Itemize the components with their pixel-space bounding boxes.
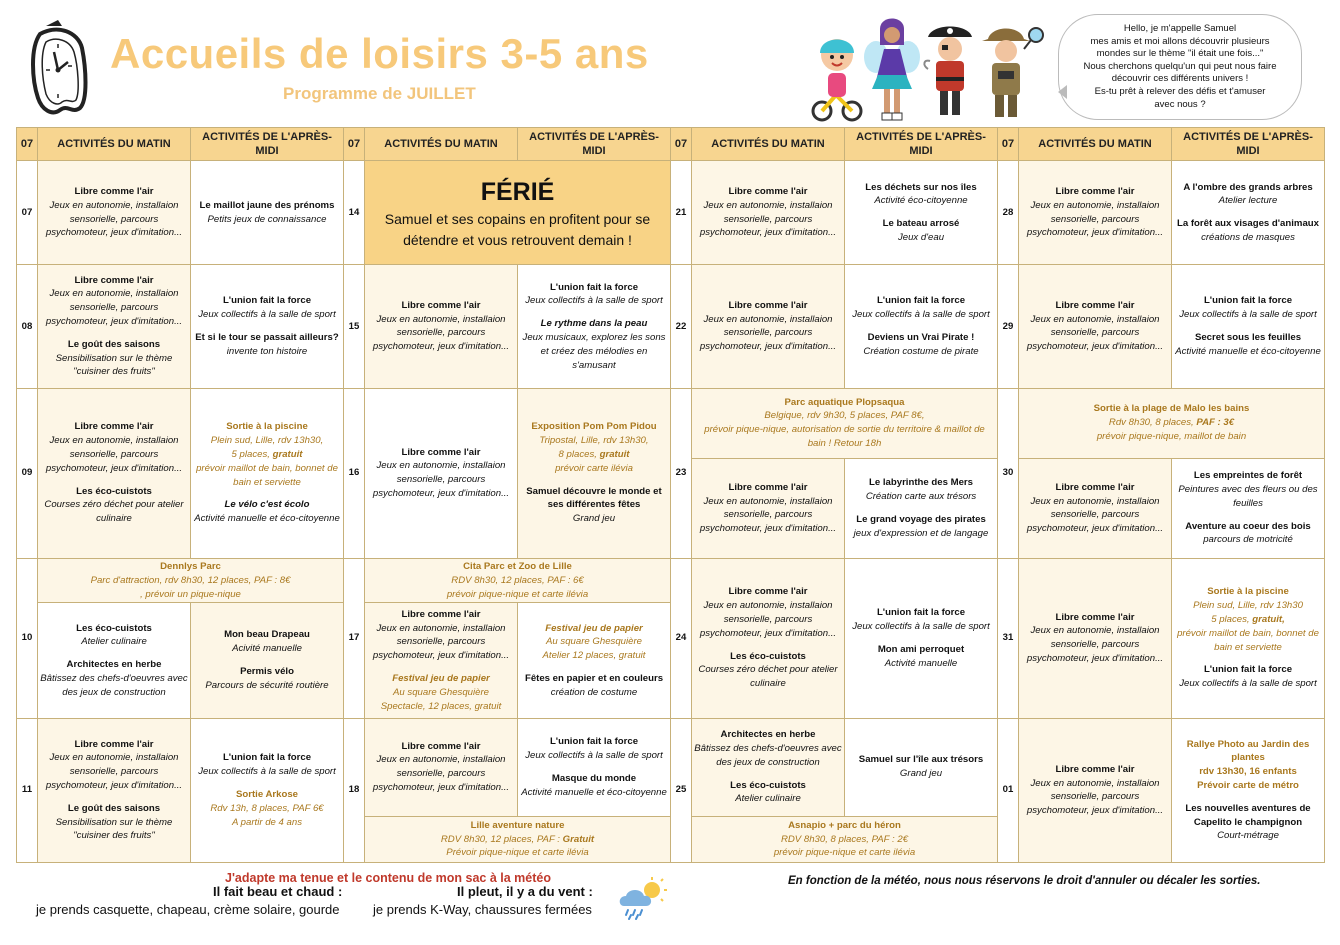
outing-desc: RDV 8h30, 12 places, PAF : xyxy=(440,833,560,845)
activity-title: Le bateau arrosé xyxy=(882,218,960,230)
outing-desc: Au square Ghesquière xyxy=(393,686,489,698)
outing-price: gratuit xyxy=(599,449,630,461)
activity-title: Les éco-cuistots xyxy=(730,650,806,662)
activity-desc: Jeux en autonomie, installaion sensorielle, parcours psychomoteur, jeux d'imitation... xyxy=(372,460,510,500)
morning-cell xyxy=(1019,458,1172,558)
activity-desc: créations de masques xyxy=(1201,231,1295,243)
day-number: 23 xyxy=(671,388,692,558)
activity-title: Libre comme l'air xyxy=(1055,299,1135,311)
activity-desc: Jeux en autonomie, installaion sensorielle, parcours psychomoteur, jeux d'imitation... xyxy=(1026,495,1164,535)
activity-desc: Jeux d'eau xyxy=(897,231,945,243)
characters-illustration xyxy=(808,15,1053,123)
outing-price: PAF : 3€ xyxy=(1196,417,1235,429)
activity-title: Le rythme dans la peau xyxy=(540,318,648,330)
activity-desc: Création carte aux trésors xyxy=(865,491,977,502)
morning-header: ACTIVITÉS DU MATIN xyxy=(692,128,845,161)
sunny-text: je prends casquette, chapeau, crème solaire, gourde xyxy=(36,902,340,917)
outing-title: Sortie Arkose xyxy=(235,788,299,800)
outing-title: Parc aquatique Plopsaqua xyxy=(784,396,905,408)
outing-title: Exposition Pom Pom Pidou xyxy=(531,421,657,433)
activity-desc: Parcours de sécurité routière xyxy=(205,679,329,691)
afternoon-cell xyxy=(1172,558,1325,718)
morning-cell xyxy=(38,388,191,558)
morning-cell xyxy=(365,265,518,388)
table-row xyxy=(17,558,1325,602)
activity-title: La forêt aux visages d'animaux xyxy=(1177,218,1319,230)
activity-title: Masque du monde xyxy=(551,772,637,784)
activity-title: Les éco-cuistots xyxy=(76,485,152,497)
holiday-title: FÉRIÉ xyxy=(480,177,555,206)
activity-title: Le goût des saisons xyxy=(67,802,161,814)
outing-desc: Rdv 8h30, 8 places, xyxy=(1108,417,1194,429)
outing-title: Lille aventure nature xyxy=(470,819,565,831)
month-header: 07 xyxy=(998,128,1019,161)
day-number: 14 xyxy=(344,161,365,265)
morning-cell xyxy=(365,388,518,558)
activity-desc: Courses zéro déchet pour atelier culinaire xyxy=(698,664,838,690)
activity-title: L'union fait la force xyxy=(1203,664,1293,676)
day-number: 28 xyxy=(998,161,1019,265)
morning-cell xyxy=(38,265,191,388)
activity-desc: invente ton histoire xyxy=(226,345,308,357)
activity-title: Libre comme l'air xyxy=(401,446,481,458)
day-number: 22 xyxy=(671,265,692,388)
bubble-line: Es-tu prêt à relever des défis et t'amuser xyxy=(1094,85,1266,97)
weather-advice: J'adapte ma tenue et le contenu de mon sac à la météo xyxy=(225,871,551,885)
activity-title: Libre comme l'air xyxy=(1055,481,1135,493)
activity-title: L'union fait la force xyxy=(1203,295,1293,307)
day-number: 15 xyxy=(344,265,365,388)
afternoon-cell xyxy=(191,718,344,862)
outing-price: Gratuit xyxy=(562,833,595,845)
program-table xyxy=(16,127,1325,863)
day-number: 07 xyxy=(17,161,38,265)
activity-title: Libre comme l'air xyxy=(401,740,481,752)
activity-title: L'union fait la force xyxy=(549,736,639,748)
activity-title: Libre comme l'air xyxy=(1055,763,1135,775)
activity-title: L'union fait la force xyxy=(222,295,312,307)
activity-desc: Jeux collectifs à la salle de sport xyxy=(198,766,336,778)
outing-cell xyxy=(1019,388,1325,458)
outing-price: gratuit xyxy=(272,449,303,461)
morning-cell xyxy=(38,718,191,862)
speech-bubble xyxy=(1058,14,1302,120)
afternoon-header: ACTIVITÉS DE L'APRÈS-MIDI xyxy=(518,128,671,161)
morning-header: ACTIVITÉS DU MATIN xyxy=(38,128,191,161)
outing-desc: prévoir pique-nique et carte ilévia xyxy=(446,588,589,600)
activity-title: Samuel découvre le monde et ses différentes fêtes xyxy=(526,485,662,511)
morning-cell xyxy=(692,718,845,816)
month-header: 07 xyxy=(671,128,692,161)
activity-desc: Petits jeux de connaissance xyxy=(207,213,327,225)
activity-title: Mon ami perroquet xyxy=(877,643,965,655)
day-number: 08 xyxy=(17,265,38,388)
sun-rain-cloud-icon xyxy=(616,876,668,920)
activity-title: L'union fait la force xyxy=(222,752,312,764)
day-number: 01 xyxy=(998,718,1019,862)
outing-title: Dennlys Parc xyxy=(160,560,221,572)
activity-title: Libre comme l'air xyxy=(728,481,808,493)
outing-desc: rdv 13h30, 16 enfants xyxy=(1199,766,1297,778)
activity-desc: Atelier lecture xyxy=(1218,195,1278,207)
activity-desc: Grand jeu xyxy=(899,768,943,780)
activity-title: Libre comme l'air xyxy=(74,421,154,433)
activity-title: Samuel sur l'île aux trésors xyxy=(858,754,984,766)
activity-title: Le grand voyage des pirates xyxy=(856,513,986,525)
outing-title: Cita Parc et Zoo de Lille xyxy=(463,560,572,572)
cyclist-kid-icon xyxy=(813,39,861,120)
activity-title: Le goût des saisons xyxy=(67,338,161,350)
afternoon-cell xyxy=(518,388,671,558)
outing-title: Festival jeu de papier xyxy=(392,672,490,684)
morning-cell xyxy=(692,558,845,718)
table-row xyxy=(17,265,1325,388)
activity-desc: Jeux en autonomie, installaion sensorielle, parcours psychomoteur, jeux d'imitation... xyxy=(45,288,183,328)
activity-desc: Jeux en autonomie, installaion sensorielle, parcours psychomoteur, jeux d'imitation... xyxy=(1026,625,1164,665)
activity-title: L'union fait la force xyxy=(549,281,639,293)
activity-desc: Activité éco-citoyenne xyxy=(874,195,968,207)
morning-cell xyxy=(38,603,191,718)
outing-cell xyxy=(365,816,671,862)
activity-title: Permis vélo xyxy=(240,666,294,678)
outing-desc: prévoir pique-nique, autorisation de sortie du territoire & maillot de bain ! Retour 18h xyxy=(704,424,985,449)
outing-desc: prévoir carte ilévia xyxy=(555,462,633,474)
afternoon-header: ACTIVITÉS DE L'APRÈS-MIDI xyxy=(1172,128,1325,161)
pirate-icon xyxy=(924,27,972,116)
activity-title: Fêtes en papier et en couleurs xyxy=(524,672,664,684)
month-header: 07 xyxy=(344,128,365,161)
morning-cell xyxy=(692,458,845,558)
activity-desc: Court-métrage xyxy=(1217,830,1279,842)
activity-title: Libre comme l'air xyxy=(401,608,481,620)
page-title: Accueils de loisirs 3-5 ans xyxy=(110,30,649,77)
table-header-row xyxy=(17,128,1325,161)
afternoon-cell xyxy=(1172,718,1325,862)
outing-desc: Belgique, rdv 9h30, 5 places, PAF 8€, xyxy=(764,410,925,422)
activity-desc: Acivité manuelle xyxy=(232,643,302,655)
outing-desc: Tripostal, Lille, rdv 13h30, xyxy=(539,435,649,447)
afternoon-cell xyxy=(845,458,998,558)
afternoon-cell xyxy=(845,718,998,816)
activity-desc: Jeux collectifs à la salle de sport xyxy=(525,295,663,307)
activity-desc: Jeux collectifs à la salle de sport xyxy=(1179,309,1317,321)
outing-title: Sortie à la piscine xyxy=(1207,586,1289,598)
morning-cell xyxy=(1019,558,1172,718)
activity-desc: Activité manuelle et éco-citoyenne xyxy=(1175,345,1321,357)
outing-desc: 8 places, xyxy=(558,449,597,461)
outing-cell xyxy=(692,816,998,862)
activity-title: Aventure au coeur des bois xyxy=(1185,520,1311,532)
table-row xyxy=(17,718,1325,816)
outing-desc: Plein sud, Lille, rdv 13h30 xyxy=(1193,600,1303,612)
bubble-line: mondes sur le thème "il était une fois..." xyxy=(1096,48,1264,60)
activity-desc: Activité manuelle et éco-citoyenne xyxy=(521,786,667,798)
day-number: 25 xyxy=(671,718,692,862)
fairy-icon xyxy=(864,19,920,121)
activity-title: Secret sous les feuilles xyxy=(1194,331,1302,343)
activity-desc: Jeux en autonomie, installaion sensorielle, parcours psychomoteur, jeux d'imitation... xyxy=(699,199,837,239)
afternoon-cell xyxy=(191,161,344,265)
outing-desc: , prévoir un pique-nique xyxy=(140,588,241,600)
activity-title: Le vélo c'est écolo xyxy=(224,499,310,511)
activity-title: Libre comme l'air xyxy=(401,299,481,311)
activity-desc: Jeux collectifs à la salle de sport xyxy=(198,309,336,321)
activity-desc: Jeux musicaux, explorez les sons et créez des mélodies en s'amusant xyxy=(522,331,666,371)
activity-title: Les éco-cuistots xyxy=(730,779,806,791)
outing-desc: prévoir pique-nique et carte ilévia xyxy=(773,847,916,859)
activity-desc: Courses zéro déchet pour atelier culinaire xyxy=(44,499,184,525)
afternoon-cell xyxy=(1172,161,1325,265)
activity-title: Mon beau Drapeau xyxy=(224,629,310,641)
activity-desc: Jeux en autonomie, installaion sensorielle, parcours psychomoteur, jeux d'imitation... xyxy=(372,313,510,353)
afternoon-cell xyxy=(1172,265,1325,388)
outing-desc: Rdv 13h, 8 places, PAF 6€ xyxy=(210,802,324,814)
activity-title: Le maillot jaune des prénoms xyxy=(199,199,335,211)
outing-desc: RDV 8h30, 8 places, PAF : 2€ xyxy=(780,833,909,845)
morning-cell xyxy=(692,265,845,388)
day-number: 31 xyxy=(998,558,1019,718)
activity-desc: Jeux en autonomie, installaion sensorielle, parcours psychomoteur, jeux d'imitation... xyxy=(372,754,510,794)
activity-desc: Jeux en autonomie, installaion sensorielle, parcours psychomoteur, jeux d'imitation... xyxy=(699,313,837,353)
outing-desc: Prévoir carte de métro xyxy=(1197,779,1299,791)
page-subtitle: Programme de JUILLET xyxy=(283,84,476,103)
activity-title: Et si le tour se passait ailleurs? xyxy=(195,331,339,343)
activity-desc: Jeux en autonomie, installaion sensorielle, parcours psychomoteur, jeux d'imitation... xyxy=(372,622,510,662)
activity-title: L'union fait la force xyxy=(876,607,966,619)
morning-cell xyxy=(38,161,191,265)
activity-desc: Jeux collectifs à la salle de sport xyxy=(852,309,990,321)
outing-desc: A partir de 4 ans xyxy=(231,816,303,828)
day-number: 09 xyxy=(17,388,38,558)
afternoon-cell xyxy=(191,265,344,388)
outing-cell xyxy=(692,388,998,458)
activity-title: Les déchets sur nos îles xyxy=(865,181,977,193)
afternoon-cell xyxy=(518,265,671,388)
activity-desc: Activité manuelle xyxy=(884,657,958,669)
outing-title: Sortie à la plage de Malo les bains xyxy=(1093,403,1250,415)
activity-title: Architectes en herbe xyxy=(720,729,816,741)
bubble-line: Hello, je m'appelle Samuel xyxy=(1123,23,1237,34)
activity-desc: Jeux collectifs à la salle de sport xyxy=(525,749,663,761)
sunny-title: Il fait beau et chaud : xyxy=(213,884,343,899)
activity-desc: Jeux en autonomie, installaion sensorielle, parcours psychomoteur, jeux d'imitation... xyxy=(699,495,837,535)
afternoon-header: ACTIVITÉS DE L'APRÈS-MIDI xyxy=(191,128,344,161)
activity-title: A l'ombre des grands arbres xyxy=(1183,181,1313,193)
activity-title: Les empreintes de forêt xyxy=(1193,470,1303,482)
activity-desc: Création costume de pirate xyxy=(863,345,979,357)
explorer-icon xyxy=(982,28,1043,117)
day-number: 29 xyxy=(998,265,1019,388)
activity-desc: Jeux en autonomie, installaion sensorielle, parcours psychomoteur, jeux d'imitation... xyxy=(1026,199,1164,239)
afternoon-cell xyxy=(845,265,998,388)
morning-cell xyxy=(692,161,845,265)
outing-cell xyxy=(365,558,671,602)
activity-title: L'union fait la force xyxy=(876,295,966,307)
activity-desc: Atelier culinaire xyxy=(735,793,801,805)
morning-header: ACTIVITÉS DU MATIN xyxy=(1019,128,1172,161)
outing-desc: Prévoir pique-nique et carte ilévia xyxy=(446,847,589,859)
bubble-line: découvrir ces différents univers ! xyxy=(1111,73,1249,85)
afternoon-cell xyxy=(845,161,998,265)
morning-cell xyxy=(365,718,518,816)
day-number: 17 xyxy=(344,558,365,718)
afternoon-cell xyxy=(518,718,671,816)
outing-desc: prévoir maillot de bain, bonnet de bain et serviette xyxy=(1177,627,1319,653)
outing-title: Festival jeu de papier xyxy=(545,622,643,634)
afternoon-cell xyxy=(191,603,344,718)
activity-desc: Jeux en autonomie, installaion sensorielle, parcours psychomoteur, jeux d'imitation... xyxy=(45,435,183,474)
activity-desc: Jeux collectifs à la salle de sport xyxy=(1179,678,1317,690)
activity-title: Libre comme l'air xyxy=(74,274,154,286)
month-header: 07 xyxy=(17,128,38,161)
activity-desc: Jeux en autonomie, installaion sensorielle, parcours psychomoteur, jeux d'imitation... xyxy=(45,199,183,239)
activity-desc: Atelier culinaire xyxy=(81,636,147,648)
bubble-line: mes amis et moi allons découvrir plusieurs xyxy=(1090,35,1270,47)
activity-desc: création de costume xyxy=(550,686,638,698)
holiday-text: Samuel et ses copains en profitent pour se détendre et vous retrouvent demain ! xyxy=(384,210,651,248)
outing-title: Rallye Photo au Jardin des plantes xyxy=(1186,738,1310,764)
morning-cell xyxy=(1019,161,1172,265)
activity-title: Architectes en herbe xyxy=(66,659,162,671)
activity-title: Le labyrinthe des Mers xyxy=(869,477,973,489)
activity-desc: jeux d'expression et de langage xyxy=(853,527,989,539)
morning-cell xyxy=(1019,718,1172,862)
day-number: 16 xyxy=(344,388,365,558)
morning-cell xyxy=(1019,265,1172,388)
bubble-line: Nous cherchons quelqu'un qui peut nous faire xyxy=(1083,60,1277,72)
activity-title: Libre comme l'air xyxy=(728,186,808,198)
table-row xyxy=(17,388,1325,458)
activity-title: Libre comme l'air xyxy=(74,738,154,750)
activity-title: Les éco-cuistots xyxy=(76,622,152,634)
activity-desc: Jeux en autonomie, installaion sensorielle, parcours psychomoteur, jeux d'imitation... xyxy=(1026,313,1164,353)
table-row xyxy=(17,161,1325,265)
outing-desc: Au square Ghesquière xyxy=(546,636,642,648)
activity-desc: Sensibilisation sur le thème "cuisiner des fruits" xyxy=(55,816,173,842)
activity-title: Libre comme l'air xyxy=(1055,186,1135,198)
melting-clock-icon xyxy=(28,18,90,118)
activity-title: Libre comme l'air xyxy=(728,299,808,311)
day-number: 10 xyxy=(17,558,38,718)
activity-title: Libre comme l'air xyxy=(74,186,154,198)
activity-title: Libre comme l'air xyxy=(728,586,808,598)
day-number: 30 xyxy=(998,388,1019,558)
holiday-cell xyxy=(365,161,671,265)
day-number: 11 xyxy=(17,718,38,862)
rain-title: Il pleut, il y a du vent : xyxy=(457,884,593,899)
activity-desc: Bâtissez des chefs-d'oeuvres avec des jeux de construction xyxy=(40,672,188,698)
activity-desc: parcours de motricité xyxy=(1203,534,1293,546)
activity-desc: Jeux en autonomie, installaion sensorielle, parcours psychomoteur, jeux d'imitation... xyxy=(45,752,183,791)
outing-desc: 5 places, xyxy=(231,449,270,461)
bubble-line: avec nous ? xyxy=(1154,98,1206,110)
rain-text: je prends K-Way, chaussures fermées xyxy=(373,902,592,917)
outing-cell xyxy=(38,558,344,602)
outing-desc: 5 places, xyxy=(1211,614,1250,626)
afternoon-cell xyxy=(191,388,344,558)
day-number: 21 xyxy=(671,161,692,265)
activity-title: Les nouvelles aventures de Capelito le champignon xyxy=(1185,802,1311,828)
afternoon-cell xyxy=(845,558,998,718)
afternoon-header: ACTIVITÉS DE L'APRÈS-MIDI xyxy=(845,128,998,161)
outing-desc: prévoir maillot de bain, bonnet de bain et serviette xyxy=(196,462,338,488)
outing-title: Sortie à la piscine xyxy=(226,421,308,433)
afternoon-cell xyxy=(518,603,671,718)
outing-desc: Plein sud, Lille, rdv 13h30, xyxy=(210,435,324,447)
outing-desc: Parc d'attraction, rdv 8h30, 12 places, PAF : 8€ xyxy=(90,574,291,586)
day-number: 18 xyxy=(344,718,365,862)
activity-desc: Grand jeu xyxy=(572,513,616,525)
afternoon-cell xyxy=(1172,458,1325,558)
day-number: 24 xyxy=(671,558,692,718)
outing-desc: prévoir pique-nique, maillot de bain xyxy=(1096,431,1247,443)
activity-title: Libre comme l'air xyxy=(1055,611,1135,623)
activity-desc: Activité manuelle et éco-citoyenne xyxy=(194,513,340,525)
activity-desc: Peintures avec des fleurs ou des feuilles xyxy=(1178,484,1318,509)
outing-price: gratuit, xyxy=(1252,614,1285,626)
weather-notice: En fonction de la météo, nous nous réservons le droit d'annuler ou décaler les sorties. xyxy=(788,875,1261,887)
activity-desc: Jeux en autonomie, installaion sensorielle, parcours psychomoteur, jeux d'imitation... xyxy=(699,600,837,639)
outing-desc: Spectacle, 12 places, gratuit xyxy=(380,700,502,712)
outing-title: Asnapio + parc du héron xyxy=(788,819,901,831)
activity-desc: Bâtissez des chefs-d'oeuvres avec des jeux de construction xyxy=(694,743,842,768)
outing-desc: Atelier 12 places, gratuit xyxy=(542,650,646,662)
morning-header: ACTIVITÉS DU MATIN xyxy=(365,128,518,161)
outing-desc: RDV 8h30, 12 places, PAF : 6€ xyxy=(451,574,584,586)
activity-title: Deviens un Vrai Pirate ! xyxy=(867,331,975,343)
activity-desc: Jeux en autonomie, installaion sensorielle, parcours psychomoteur, jeux d'imitation... xyxy=(1026,777,1164,817)
activity-desc: Sensibilisation sur le thème "cuisiner des fruits" xyxy=(55,352,173,378)
activity-desc: Jeux collectifs à la salle de sport xyxy=(852,620,990,632)
morning-cell xyxy=(365,603,518,718)
